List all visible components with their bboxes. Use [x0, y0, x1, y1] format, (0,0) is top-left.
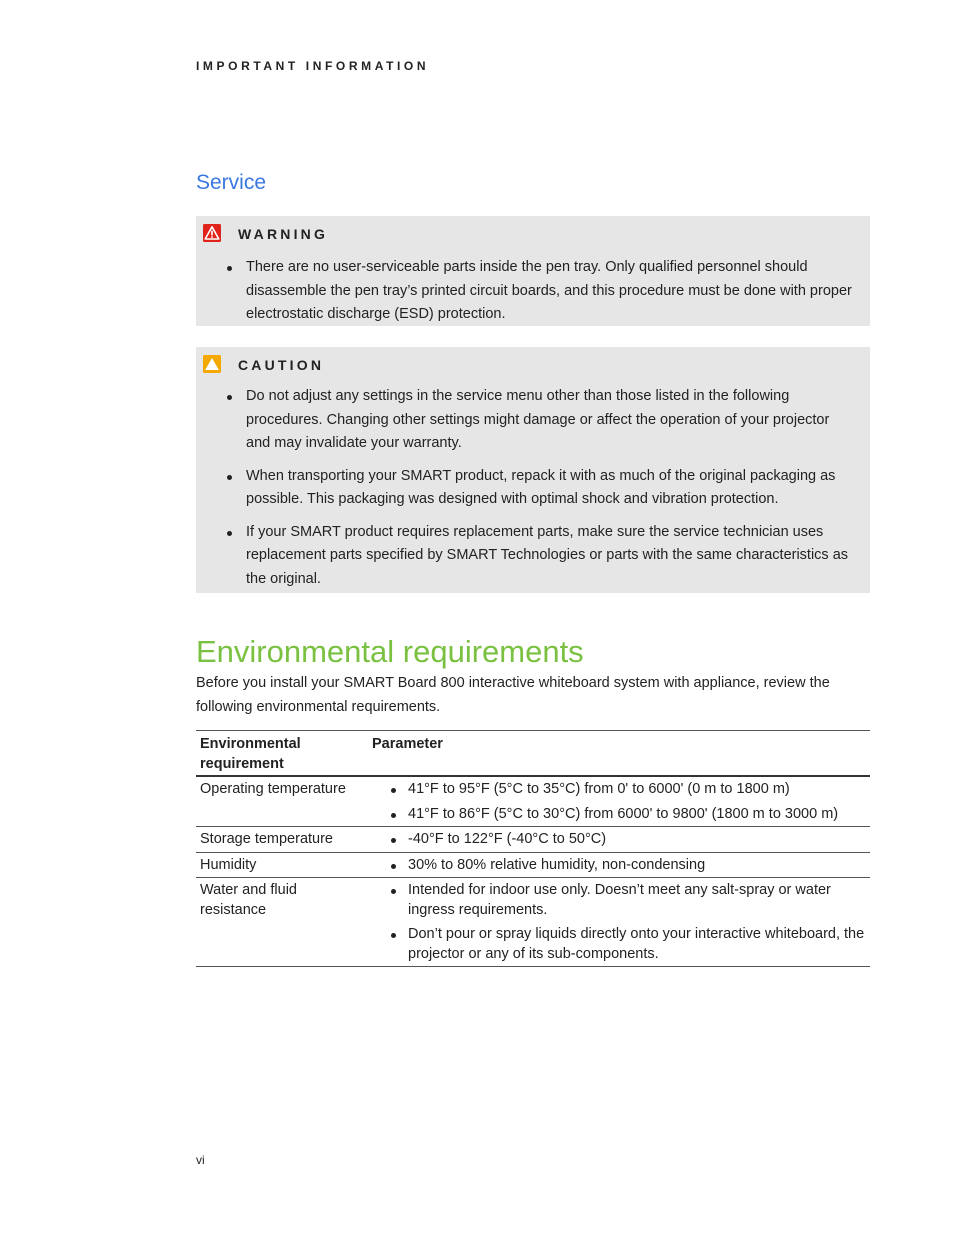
running-header: IMPORTANT INFORMATION — [196, 59, 430, 73]
parameter-item: 30% to 80% relative humidity, non-condensing — [390, 856, 866, 876]
caution-notice — [196, 347, 870, 593]
table-row — [196, 852, 870, 878]
parameter-cell — [364, 827, 870, 853]
warning-notice — [196, 216, 870, 326]
column-header-parameter: Parameter — [364, 731, 870, 777]
caution-list — [226, 385, 856, 600]
parameter-item: Intended for indoor use only. Doesn’t meet any salt-spray or water ingress requirements. — [390, 881, 866, 920]
table-row — [196, 878, 870, 967]
environmental-requirements-table — [196, 730, 870, 967]
caution-item: Do not adjust any settings in the service menu other than those listed in the following procedures. Changing other settings might damage or affect the operation of your projector and may invalidate your warranty. — [226, 385, 856, 456]
requirement-cell: Storage temperature — [196, 827, 364, 853]
table-row — [196, 827, 870, 853]
parameter-cell — [364, 776, 870, 827]
parameter-item: Don’t pour or spray liquids directly onto your interactive whiteboard, the projector or any of its sub-components. — [390, 925, 866, 964]
parameter-cell — [364, 878, 870, 967]
warning-item: There are no user-serviceable parts inside the pen tray. Only qualified personnel should disassemble the pen tray’s printed circuit boards, and this procedure must be done with proper electrostatic discharge (ESD) protection. — [226, 256, 856, 327]
parameter-item: 41°F to 86°F (5°C to 30°C) from 6000' to 9800' (1800 m to 3000 m) — [390, 805, 866, 825]
environmental-intro: Before you install your SMART Board 800 interactive whiteboard system with appliance, review the following environmental requirements. — [196, 675, 830, 715]
warning-list — [226, 256, 856, 336]
page-number: vi — [196, 1153, 205, 1167]
caution-triangle-icon — [203, 355, 221, 373]
caution-item: If your SMART product requires replacement parts, make sure the service technician uses replacement parts specified by SMART Technologies or parts with the same characteristics as the original. — [226, 521, 856, 592]
requirement-cell: Water and fluid resistance — [196, 878, 364, 967]
warning-triangle-icon — [203, 224, 221, 242]
warning-label: WARNING — [238, 226, 329, 242]
section-title-service: Service — [196, 171, 267, 194]
column-header-requirement: Environmental requirement — [196, 731, 364, 777]
caution-item: When transporting your SMART product, repack it with as much of the original packaging as possible. This packaging was designed with optimal shock and vibration protection. — [226, 465, 856, 512]
parameter-cell — [364, 852, 870, 878]
parameter-item: 41°F to 95°F (5°C to 35°C) from 0' to 6000' (0 m to 1800 m) — [390, 780, 866, 800]
requirement-cell: Operating temperature — [196, 776, 364, 827]
table-header-row — [196, 731, 870, 777]
requirement-cell: Humidity — [196, 852, 364, 878]
caution-label: CAUTION — [238, 357, 325, 373]
section-title-environmental: Environmental requirements — [196, 634, 584, 669]
table-row — [196, 776, 870, 827]
parameter-item: -40°F to 122°F (-40°C to 50°C) — [390, 830, 866, 850]
